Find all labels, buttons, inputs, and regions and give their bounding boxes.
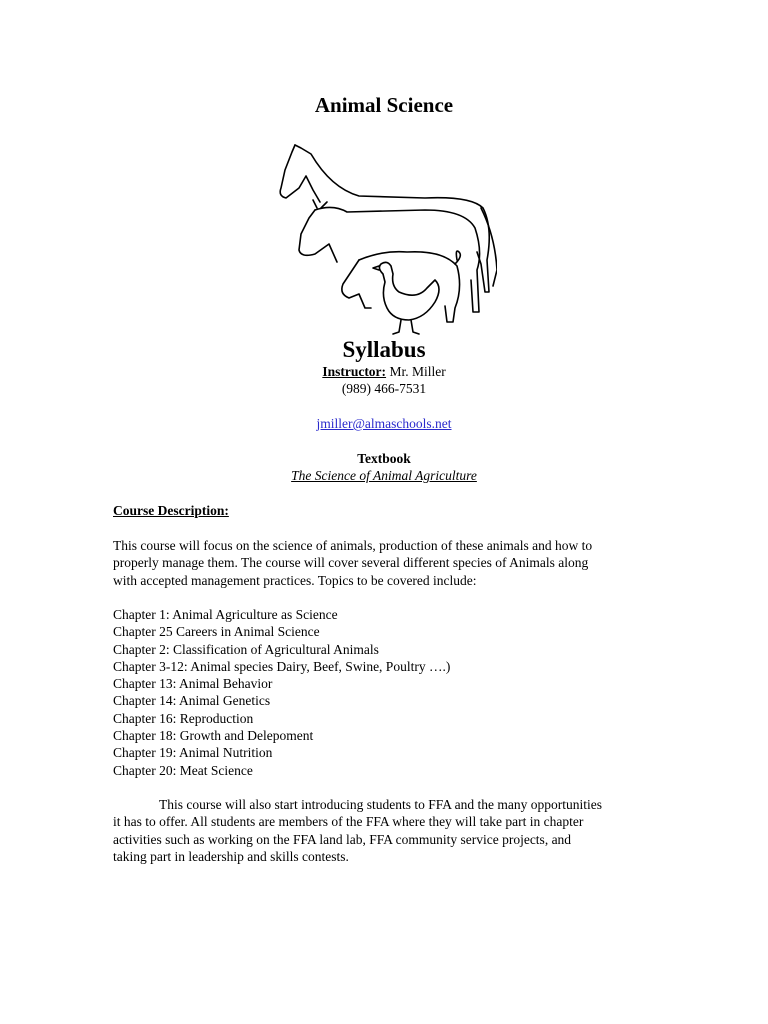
ffa-line: activities such as working on the FFA land lab, FFA community service projects, and bbox=[113, 831, 572, 847]
ffa-line: taking part in leadership and skills contests. bbox=[113, 848, 349, 864]
farm-animals-outline-icon bbox=[275, 140, 497, 335]
ffa-line-text: This course will also start introducing students to FFA and the many opportunities bbox=[159, 797, 602, 812]
instructor-name: Mr. Miller bbox=[389, 364, 446, 379]
instructor-phone: (989) 466-7531 bbox=[341, 381, 427, 396]
instructor-email-link[interactable]: jmiller@almaschools.net bbox=[316, 416, 452, 431]
chapter-item: Chapter 1: Animal Agriculture as Science bbox=[113, 607, 338, 622]
chapter-item: Chapter 3-12: Animal species Dairy, Beef, Swine, Poultry ….) bbox=[113, 658, 451, 674]
intro-line: properly manage them. The course will cover several different species of Animals along bbox=[113, 555, 589, 571]
chapter-item: Chapter 16: Reproduction bbox=[113, 710, 254, 726]
chapter-item: Chapter 2: Classification of Agricultural Animals bbox=[113, 641, 379, 657]
instructor-label: Instructor: bbox=[322, 364, 387, 379]
chapter-item: Chapter 20: Meat Science bbox=[113, 762, 253, 778]
course-intro-paragraph bbox=[113, 537, 663, 589]
course-description-heading bbox=[113, 502, 663, 519]
chapter-item: Chapter 13: Animal Behavior bbox=[113, 676, 273, 692]
ffa-paragraph bbox=[113, 796, 663, 865]
syllabus-heading: Syllabus bbox=[342, 337, 426, 362]
ffa-line bbox=[113, 796, 663, 813]
instructor-email-line bbox=[0, 415, 768, 432]
intro-line: with accepted management practices. Topics to be covered include: bbox=[113, 572, 477, 588]
chapter-item: Chapter 14: Animal Genetics bbox=[113, 693, 271, 709]
chapter-list bbox=[113, 606, 663, 779]
textbook-label: Textbook bbox=[357, 451, 411, 466]
course-description-heading-text: Course Description: bbox=[113, 503, 229, 518]
textbook-title: The Science of Animal Agriculture bbox=[291, 468, 477, 483]
intro-line: This course will focus on the science of animals, production of these animals and how to bbox=[113, 538, 593, 553]
instructor-line bbox=[0, 363, 768, 380]
chapter-item: Chapter 18: Growth and Delepoment bbox=[113, 728, 314, 744]
chapter-item: Chapter 25 Careers in Animal Science bbox=[113, 624, 320, 640]
ffa-line: it has to offer. All students are members of the FFA where they will take part in chapter bbox=[113, 814, 584, 830]
page-title: Animal Science bbox=[314, 93, 454, 117]
chapter-item: Chapter 19: Animal Nutrition bbox=[113, 745, 273, 761]
